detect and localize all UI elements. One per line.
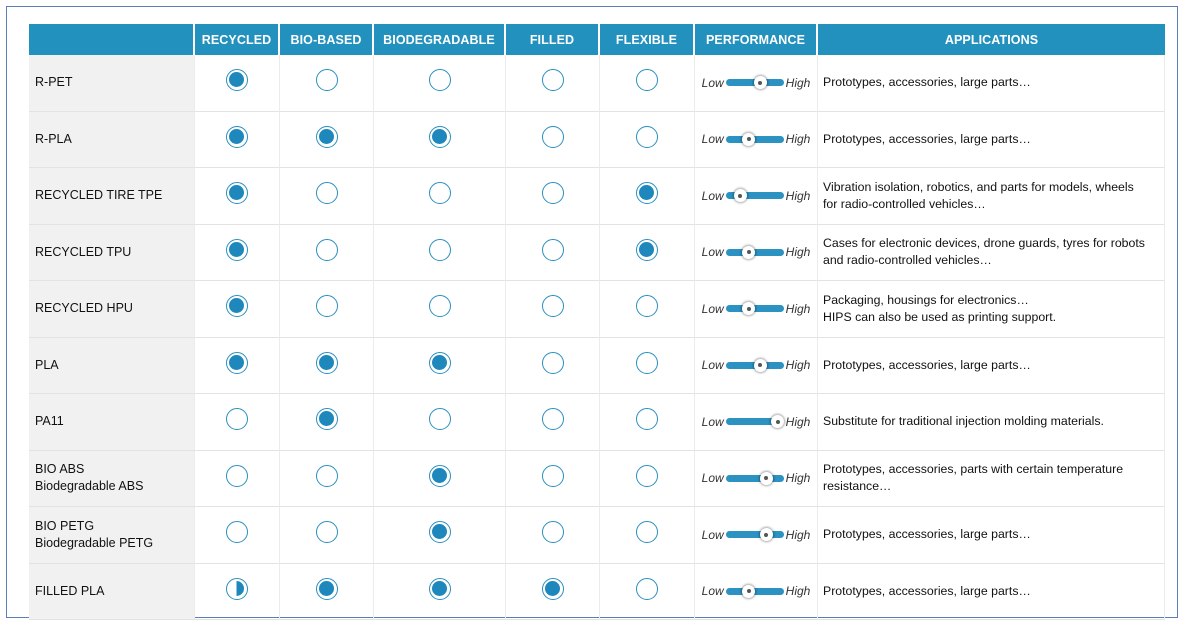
application-text-line: Substitute for traditional injection molding materials.: [823, 414, 1104, 429]
application-text-line: and radio-controlled vehicles…: [823, 253, 992, 268]
performance-high-label: High: [785, 245, 811, 260]
performance-low-label: Low: [701, 188, 724, 203]
biodegradable-empty-circle-icon: [429, 69, 451, 91]
table-row: [29, 394, 1165, 451]
performance-cell: [695, 281, 818, 338]
performance-cell: [695, 507, 818, 564]
flexible-full-circle-icon: [636, 182, 658, 204]
materials-table: [29, 24, 1165, 620]
recycled-cell: [195, 55, 280, 112]
bio-based-cell: [280, 338, 374, 395]
performance-cell: [695, 394, 818, 451]
performance-scale: [695, 302, 817, 316]
material-name-line: RECYCLED HPU: [35, 301, 133, 316]
application-cell: [818, 451, 1165, 508]
recycled-cell: [195, 451, 280, 508]
table-row: [29, 112, 1165, 169]
material-name-line: BIO ABS: [35, 462, 85, 477]
flexible-cell: [600, 338, 695, 395]
bio-based-cell: [280, 507, 374, 564]
filled-cell: [506, 507, 600, 564]
recycled-cell: [195, 564, 280, 621]
performance-slider-track: [726, 249, 784, 256]
table-row: [29, 451, 1165, 508]
header-bio-based: BIO-BASED: [280, 24, 374, 55]
bio-based-empty-circle-icon: [316, 182, 338, 204]
material-name: [29, 394, 195, 451]
biodegradable-full-circle-icon: [429, 578, 451, 600]
performance-cell: [695, 168, 818, 225]
performance-slider-knob: [754, 76, 767, 89]
performance-high-label: High: [785, 527, 811, 542]
performance-low-label: Low: [701, 358, 724, 373]
material-name-line: PA11: [35, 414, 64, 429]
flexible-empty-circle-icon: [636, 69, 658, 91]
performance-high-label: High: [785, 75, 811, 90]
biodegradable-cell: [374, 338, 506, 395]
bio-based-empty-circle-icon: [316, 239, 338, 261]
table-row: [29, 225, 1165, 282]
filled-cell: [506, 451, 600, 508]
biodegradable-full-circle-icon: [429, 126, 451, 148]
material-name: [29, 451, 195, 508]
filled-empty-circle-icon: [542, 239, 564, 261]
performance-low-label: Low: [701, 245, 724, 260]
table-row: [29, 168, 1165, 225]
filled-empty-circle-icon: [542, 295, 564, 317]
recycled-empty-circle-icon: [226, 521, 248, 543]
application-cell: [818, 338, 1165, 395]
bio-based-cell: [280, 281, 374, 338]
application-text-line: resistance…: [823, 479, 892, 494]
bio-based-full-circle-icon: [316, 352, 338, 374]
application-text-line: HIPS can also be used as printing support.: [823, 309, 1057, 324]
material-name: [29, 281, 195, 338]
performance-slider-track: [726, 192, 784, 199]
performance-low-label: Low: [701, 301, 724, 316]
recycled-full-circle-icon: [226, 126, 248, 148]
recycled-full-circle-icon: [226, 239, 248, 261]
flexible-empty-circle-icon: [636, 408, 658, 430]
performance-slider-track: [726, 79, 784, 86]
table-row: [29, 281, 1165, 338]
material-name: [29, 112, 195, 169]
application-text-line: Prototypes, accessories, large parts…: [823, 583, 1031, 598]
application-cell: [818, 168, 1165, 225]
application-text-line: Prototypes, accessories, large parts…: [823, 75, 1031, 90]
application-cell: [818, 225, 1165, 282]
performance-slider-track: [726, 305, 784, 312]
header-filled: FILLED: [506, 24, 600, 55]
bio-based-cell: [280, 55, 374, 112]
flexible-cell: [600, 225, 695, 282]
application-text-line: Prototypes, accessories, parts with certain temperature: [823, 462, 1124, 477]
biodegradable-cell: [374, 168, 506, 225]
biodegradable-cell: [374, 564, 506, 621]
performance-scale: [695, 245, 817, 259]
application-text-line: Cases for electronic devices, drone guards, tyres for robots: [823, 236, 1145, 251]
material-name-line: Biodegradable PETG: [35, 535, 154, 550]
filled-cell: [506, 168, 600, 225]
table-row: [29, 507, 1165, 564]
biodegradable-cell: [374, 112, 506, 169]
filled-cell: [506, 338, 600, 395]
filled-cell: [506, 225, 600, 282]
recycled-cell: [195, 225, 280, 282]
flexible-cell: [600, 564, 695, 621]
material-name-line: PLA: [35, 357, 59, 372]
performance-scale: [695, 584, 817, 598]
biodegradable-empty-circle-icon: [429, 408, 451, 430]
bio-based-empty-circle-icon: [316, 521, 338, 543]
header-performance: PERFORMANCE: [695, 24, 818, 55]
material-name-line: RECYCLED TPU: [35, 244, 132, 259]
performance-low-label: Low: [701, 527, 724, 542]
bio-based-full-circle-icon: [316, 408, 338, 430]
performance-slider-knob: [754, 359, 767, 372]
application-cell: [818, 112, 1165, 169]
recycled-full-circle-icon: [226, 69, 248, 91]
recycled-cell: [195, 507, 280, 564]
header-recycled: RECYCLED: [195, 24, 280, 55]
table-row: [29, 564, 1165, 621]
application-text-line: Prototypes, accessories, large parts…: [823, 357, 1031, 372]
flexible-empty-circle-icon: [636, 352, 658, 374]
biodegradable-full-circle-icon: [429, 465, 451, 487]
performance-cell: [695, 451, 818, 508]
performance-slider-knob: [734, 189, 747, 202]
recycled-empty-circle-icon: [226, 408, 248, 430]
material-name: [29, 168, 195, 225]
performance-slider-knob: [742, 302, 755, 315]
performance-cell: [695, 112, 818, 169]
biodegradable-cell: [374, 394, 506, 451]
filled-cell: [506, 564, 600, 621]
recycled-full-circle-icon: [226, 182, 248, 204]
performance-slider-track: [726, 588, 784, 595]
performance-cell: [695, 225, 818, 282]
flexible-full-circle-icon: [636, 239, 658, 261]
flexible-cell: [600, 112, 695, 169]
header-applications: APPLICATIONS: [818, 24, 1165, 55]
flexible-empty-circle-icon: [636, 521, 658, 543]
application-cell: [818, 564, 1165, 621]
recycled-full-circle-icon: [226, 295, 248, 317]
performance-slider-track: [726, 418, 784, 425]
performance-scale: [695, 76, 817, 90]
bio-based-cell: [280, 112, 374, 169]
performance-high-label: High: [785, 414, 811, 429]
header-flexible: FLEXIBLE: [600, 24, 695, 55]
application-text-line: for radio-controlled vehicles…: [823, 196, 986, 211]
recycled-cell: [195, 112, 280, 169]
filled-empty-circle-icon: [542, 521, 564, 543]
recycled-half-circle-icon: [226, 578, 248, 600]
biodegradable-cell: [374, 451, 506, 508]
filled-empty-circle-icon: [542, 352, 564, 374]
recycled-cell: [195, 168, 280, 225]
performance-cell: [695, 55, 818, 112]
flexible-empty-circle-icon: [636, 465, 658, 487]
filled-full-circle-icon: [542, 578, 564, 600]
application-text-line: Prototypes, accessories, large parts…: [823, 131, 1031, 146]
flexible-cell: [600, 281, 695, 338]
filled-cell: [506, 112, 600, 169]
performance-scale: [695, 528, 817, 542]
material-name-line: RECYCLED TIRE TPE: [35, 188, 163, 203]
bio-based-empty-circle-icon: [316, 69, 338, 91]
recycled-cell: [195, 281, 280, 338]
material-name-line: R-PLA: [35, 131, 72, 146]
performance-low-label: Low: [701, 584, 724, 599]
performance-slider-track: [726, 136, 784, 143]
flexible-cell: [600, 451, 695, 508]
performance-high-label: High: [785, 471, 811, 486]
biodegradable-full-circle-icon: [429, 521, 451, 543]
bio-based-empty-circle-icon: [316, 295, 338, 317]
biodegradable-empty-circle-icon: [429, 295, 451, 317]
header-row: [29, 24, 1165, 55]
performance-low-label: Low: [701, 132, 724, 147]
material-name-line: Biodegradable ABS: [35, 479, 144, 494]
bio-based-cell: [280, 451, 374, 508]
application-text-line: Vibration isolation, robotics, and parts for models, wheels: [823, 179, 1134, 194]
biodegradable-empty-circle-icon: [429, 182, 451, 204]
biodegradable-empty-circle-icon: [429, 239, 451, 261]
table-row: [29, 338, 1165, 395]
material-name: [29, 338, 195, 395]
header-biodegradable: BIODEGRADABLE: [374, 24, 506, 55]
recycled-cell: [195, 394, 280, 451]
performance-cell: [695, 564, 818, 621]
performance-slider-track: [726, 362, 784, 369]
material-name: [29, 507, 195, 564]
application-text-line: Prototypes, accessories, large parts…: [823, 527, 1031, 542]
performance-slider-track: [726, 475, 784, 482]
material-name: [29, 225, 195, 282]
performance-slider-knob: [742, 585, 755, 598]
flexible-cell: [600, 55, 695, 112]
flexible-cell: [600, 168, 695, 225]
filled-cell: [506, 281, 600, 338]
filled-empty-circle-icon: [542, 69, 564, 91]
performance-high-label: High: [785, 301, 811, 316]
bio-based-cell: [280, 168, 374, 225]
performance-scale: [695, 415, 817, 429]
filled-empty-circle-icon: [542, 126, 564, 148]
filled-empty-circle-icon: [542, 182, 564, 204]
performance-slider-knob: [742, 246, 755, 259]
performance-high-label: High: [785, 188, 811, 203]
material-name: [29, 564, 195, 621]
recycled-empty-circle-icon: [226, 465, 248, 487]
material-name-line: R-PET: [35, 75, 73, 90]
application-cell: [818, 394, 1165, 451]
application-cell: [818, 507, 1165, 564]
bio-based-cell: [280, 564, 374, 621]
flexible-empty-circle-icon: [636, 295, 658, 317]
material-name-line: BIO PETG: [35, 518, 95, 533]
performance-cell: [695, 338, 818, 395]
table-row: [29, 55, 1165, 112]
filled-empty-circle-icon: [542, 408, 564, 430]
performance-slider-knob: [760, 472, 773, 485]
performance-scale: [695, 471, 817, 485]
bio-based-cell: [280, 394, 374, 451]
filled-cell: [506, 55, 600, 112]
material-name: [29, 55, 195, 112]
performance-high-label: High: [785, 584, 811, 599]
header-blank: [29, 24, 195, 55]
performance-low-label: Low: [701, 75, 724, 90]
performance-slider-knob: [771, 415, 784, 428]
bio-based-full-circle-icon: [316, 126, 338, 148]
bio-based-cell: [280, 225, 374, 282]
performance-low-label: Low: [701, 471, 724, 486]
bio-based-empty-circle-icon: [316, 465, 338, 487]
bio-based-full-circle-icon: [316, 578, 338, 600]
biodegradable-cell: [374, 281, 506, 338]
performance-low-label: Low: [701, 414, 724, 429]
flexible-empty-circle-icon: [636, 126, 658, 148]
flexible-cell: [600, 507, 695, 564]
performance-high-label: High: [785, 132, 811, 147]
recycled-cell: [195, 338, 280, 395]
performance-slider-knob: [742, 133, 755, 146]
biodegradable-full-circle-icon: [429, 352, 451, 374]
performance-scale: [695, 358, 817, 372]
biodegradable-cell: [374, 225, 506, 282]
performance-high-label: High: [785, 358, 811, 373]
performance-slider-track: [726, 531, 784, 538]
recycled-full-circle-icon: [226, 352, 248, 374]
filled-cell: [506, 394, 600, 451]
flexible-cell: [600, 394, 695, 451]
application-cell: [818, 55, 1165, 112]
performance-scale: [695, 132, 817, 146]
application-text-line: Packaging, housings for electronics…: [823, 292, 1029, 307]
flexible-empty-circle-icon: [636, 578, 658, 600]
material-name-line: FILLED PLA: [35, 583, 105, 598]
filled-empty-circle-icon: [542, 465, 564, 487]
performance-scale: [695, 189, 817, 203]
biodegradable-cell: [374, 507, 506, 564]
performance-slider-knob: [760, 528, 773, 541]
biodegradable-cell: [374, 55, 506, 112]
application-cell: [818, 281, 1165, 338]
